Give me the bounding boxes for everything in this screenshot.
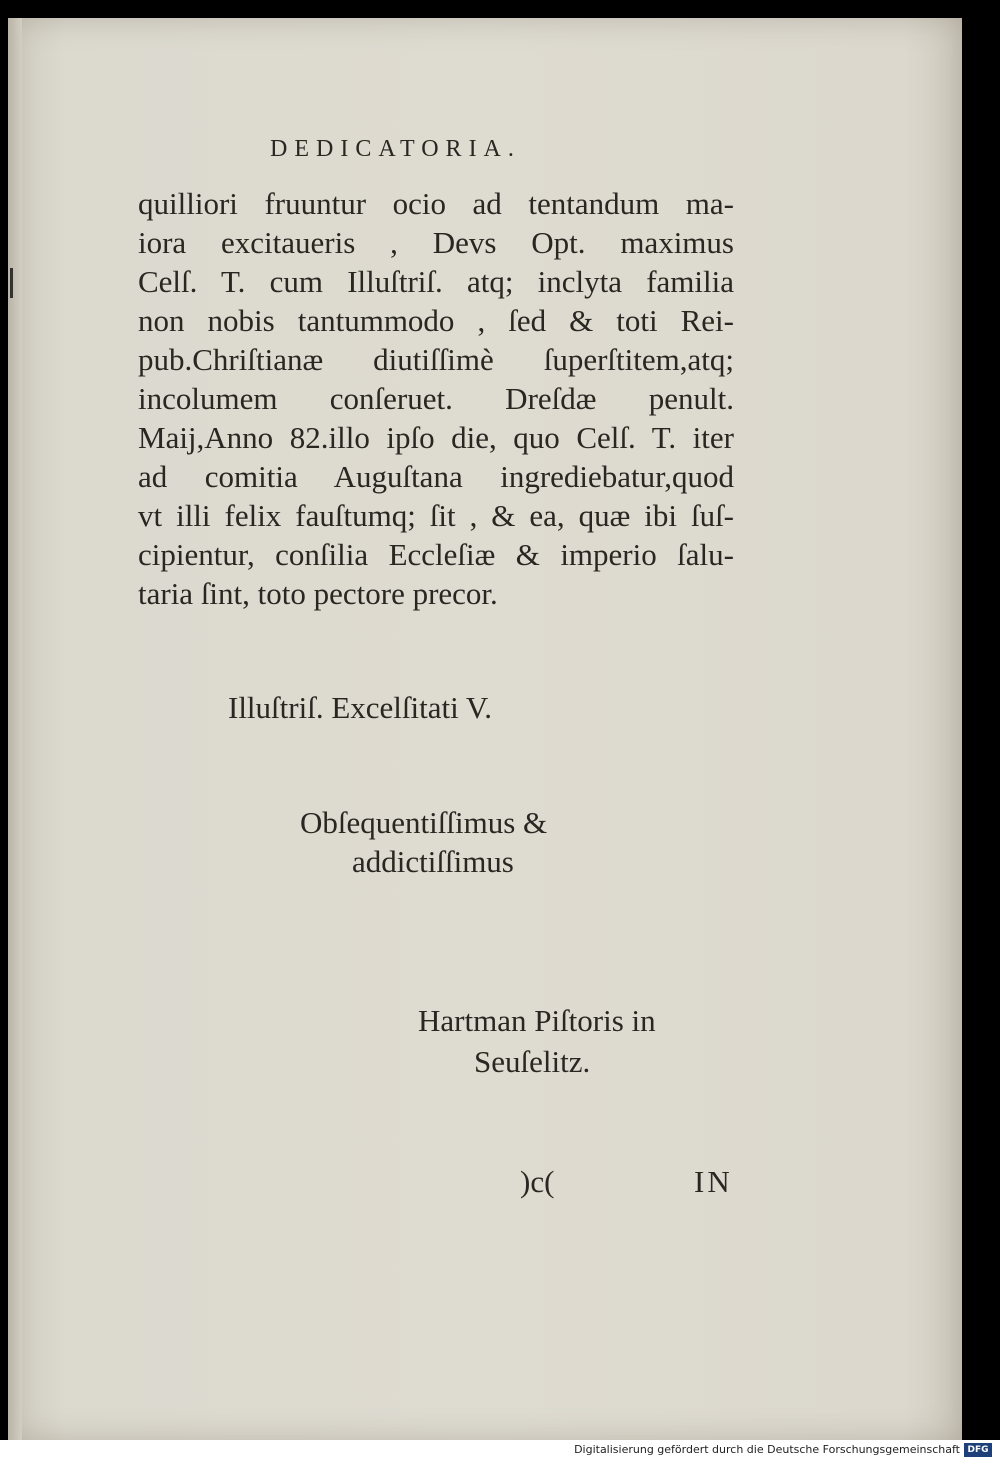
- gutter-mark: [10, 268, 13, 298]
- signature-line-2: Seuſelitz.: [474, 1044, 591, 1079]
- body-line-7: Maij,Anno 82.illo ipſo die, quo Celſ. T. iter: [138, 420, 734, 455]
- body-line-2: iora excitaueris , Devs Opt. maximus: [138, 225, 734, 260]
- body-line-3: Celſ. T. cum Illuſtriſ. atq; inclyta familia: [138, 264, 734, 299]
- signature-mark: )c(: [520, 1164, 555, 1199]
- body-line-6: incolumem conſeruet. Dreſdæ penult.: [138, 381, 734, 416]
- footer-credit: Digitalisierung gefördert durch die Deutsche Forschungsgemeinschaft: [574, 1443, 960, 1456]
- footer-bar: [0, 1440, 1000, 1462]
- catchword: IN: [694, 1164, 733, 1199]
- body-line-10: cipientur, conſilia Eccleſiæ & imperio ſalu-: [138, 537, 734, 572]
- salutation: Illuſtriſ. Excelſitati V.: [228, 690, 493, 725]
- body-line-8: ad comitia Auguſtana ingrediebatur,quod: [138, 459, 734, 494]
- dfg-logo-icon: DFG: [964, 1443, 992, 1457]
- body-line-5: pub.Chriſtianæ diutiſſimè ſuperſtitem,atq;: [138, 342, 734, 377]
- closing-line-1: Obſequentiſſimus &: [300, 805, 548, 840]
- body-line-4: non nobis tantummodo , ſed & toti Rei-: [138, 303, 734, 338]
- body-line-11: taria ſint, toto pectore precor.: [138, 576, 498, 611]
- running-head: DEDICATORIA.: [270, 136, 521, 162]
- closing-line-2: addictiſſimus: [352, 844, 514, 879]
- body-line-1: quilliori fruuntur ocio ad tentandum ma-: [138, 186, 734, 221]
- body-line-9: vt illi felix fauſtumq; ſit , & ea, quæ ibi ſuſ-: [138, 498, 734, 533]
- signature-line-1: Hartman Piſtoris in: [418, 1003, 656, 1038]
- page-fold-shadow: [8, 18, 22, 1440]
